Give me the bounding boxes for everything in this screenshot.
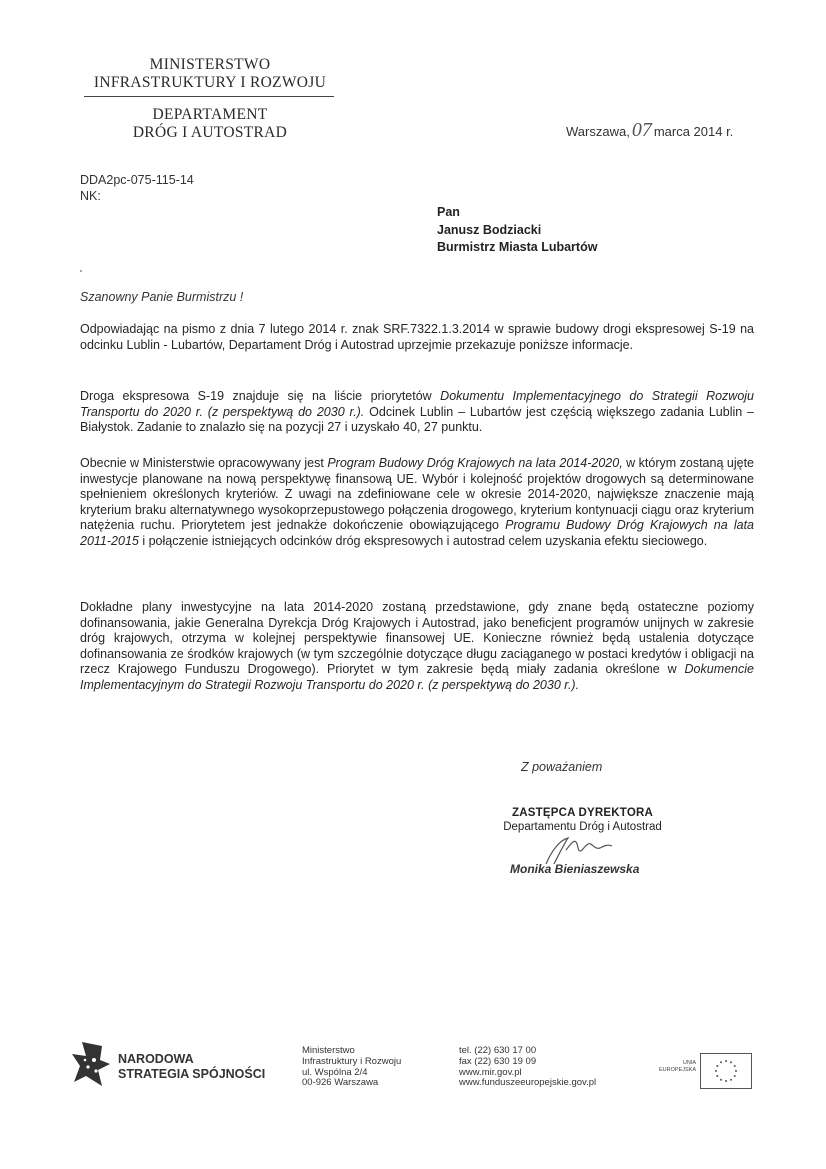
- paragraph-2-text-a: Droga ekspresowa S-19 znajduje się na liście priorytetów: [80, 389, 441, 403]
- paragraph-3-program-title-2: Programu Budowy Dróg Krajowych na lata 2011-2015: [80, 518, 755, 548]
- paragraph-2-document-title: Dokumentu Implementacyjnego do Strategii Rozwoju Transportu do 2020 r. (z perspektywą do 2030 r.).: [80, 389, 755, 419]
- reference-number: DDA2pc-075-115-14: [80, 173, 194, 187]
- department-line-1: DEPARTAMENT: [152, 106, 268, 123]
- eu-label-line-1: UNIA: [682, 1060, 696, 1066]
- recipient-position: Burmistrz Miasta Lubartów: [437, 240, 598, 254]
- footer-address-line: Ministerstwo: [302, 1045, 355, 1056]
- eu-label-line-2: EUROPEJSKA: [659, 1067, 696, 1073]
- recipient-block: [437, 204, 597, 257]
- paragraph-4: [80, 600, 754, 694]
- footer-address-line: Infrastruktury i Rozwoju: [302, 1055, 402, 1067]
- signature-department: Departamentu Dróg i Autostrad: [503, 821, 662, 833]
- recipient-title: Pan: [437, 205, 460, 219]
- paragraph-3-text-c: w którym zostaną ujęte inwestycje planowane na nową perspektywę finansową UE. Wybór i kolejność projektów drogowych są determinowane spełnieniem określonych kryteriów. Z uwagi na zdefiniowane cele w okresie 2014-2020, największe znaczenie mają kryterium braku alternatywnego wysokoprzepustowego połączenia drogowego, kryterium kontynuacji ciągu oraz kryterium natężenia ruchu. Priorytetem jest jednakże dokończenie obowiązującego: [80, 456, 754, 533]
- footer-address-line: ul. Wspólna 2/4: [302, 1066, 368, 1078]
- nk-label: NK:: [80, 189, 101, 203]
- footer-phone: tel. (22) 630 17 00: [459, 1045, 537, 1056]
- department-name: [80, 106, 340, 142]
- ministry-line-2: INFRASTRUKTURY I ROZWOJU: [93, 74, 327, 91]
- month-year: marca 2014 r.: [653, 124, 734, 139]
- nss-line-2: STRATEGIA SPÓJNOŚCI: [118, 1067, 266, 1081]
- signature-title: ZASTĘPCA DYREKTORA: [512, 807, 653, 819]
- paragraph-3-program-title: Program Budowy Dróg Krajowych na lata 2014-2020,: [327, 456, 623, 470]
- ministry-line-1: MINISTERSTWO: [149, 56, 271, 73]
- footer-fax: fax (22) 630 19 09: [459, 1055, 537, 1067]
- paragraph-2-text-c: Odcinek Lublin – Lubartów jest częścią większego zadania Lublin – Białystok. Zadanie to znalazło się na pozycji 27 i uzyskało 40, 27 punktu.: [80, 404, 754, 435]
- nss-logo-icon: [72, 1040, 112, 1093]
- reference-block: [80, 172, 194, 204]
- salutation: Szanowny Panie Burmistrzu !: [80, 290, 244, 304]
- footer-address: [302, 1046, 401, 1089]
- eu-label: [646, 1060, 696, 1074]
- footer-address-line: 00-926 Warszawa: [302, 1077, 379, 1089]
- nss-line-1: NARODOWA: [118, 1052, 194, 1066]
- recipient-name: Janusz Bodziacki: [437, 222, 542, 237]
- paragraph-2: [80, 389, 754, 436]
- scan-speck: [80, 270, 82, 272]
- nss-wordmark: [118, 1052, 265, 1082]
- paragraph-1: Odpowiadając na pismo z dnia 7 lutego 2014 r. znak SRF.7322.1.3.2014 w sprawie budowy drogi ekspresowej S-19 na odcinku Lublin - Lubartów, Departament Dróg i Autostrad uprzejmie przekazuje poniższe informacje.: [80, 322, 754, 352]
- paragraph-3-text-a: Obecnie w Ministerstwie opracowywany jest: [80, 456, 328, 470]
- paragraph-3-text-e: i połączenie istniejących odcinków dróg ekspresowych i autostrad celem uzyskania efektu sieciowego.: [138, 533, 708, 548]
- closing: Z poważaniem: [521, 760, 603, 774]
- paragraph-4-document-title: Dokumencie Implementacyjnym do Strategii Rozwoju Transportu do 2020 r. (z perspektywą do 2030 r.).: [80, 662, 754, 692]
- footer-website-link[interactable]: www.mir.gov.pl: [459, 1066, 522, 1078]
- place-date: [566, 119, 733, 142]
- footer-contact: [459, 1046, 596, 1089]
- header-divider: [84, 96, 334, 97]
- department-line-2: DRÓG I AUTOSTRAD: [132, 124, 288, 141]
- place: Warszawa,: [566, 124, 630, 139]
- paragraph-3: [80, 456, 754, 550]
- handwritten-day: 07: [631, 119, 652, 141]
- paragraph-4-text-a: Dokładne plany inwestycyjne na lata 2014-2020 zostaną przedstawione, gdy znane będą ostateczne poziomy dofinansowania, jakie Generalna Dyrekcja Dróg Krajowych i Autostrad, jako beneficjent programów unijnych w zakresie dróg krajowych, otrzyma w kolejnej perspektywie finansowej UE. Konieczne również będą ustalenia dotyczące dofinansowania ze środków krajowych (w tym szczególnie dotyczące długu zaciąganego w postaci kredytów i obligacji na rzecz Krajowego Funduszu Drogowego). Priorytet w tym zakresie będą miały zadania określone w: [80, 600, 754, 677]
- signer-name: Monika Bieniaszewska: [510, 862, 640, 876]
- eu-flag-icon: [700, 1053, 752, 1089]
- footer-funds-link[interactable]: www.funduszeeuropejskie.gov.pl: [459, 1077, 597, 1089]
- ministry-name: [80, 56, 340, 92]
